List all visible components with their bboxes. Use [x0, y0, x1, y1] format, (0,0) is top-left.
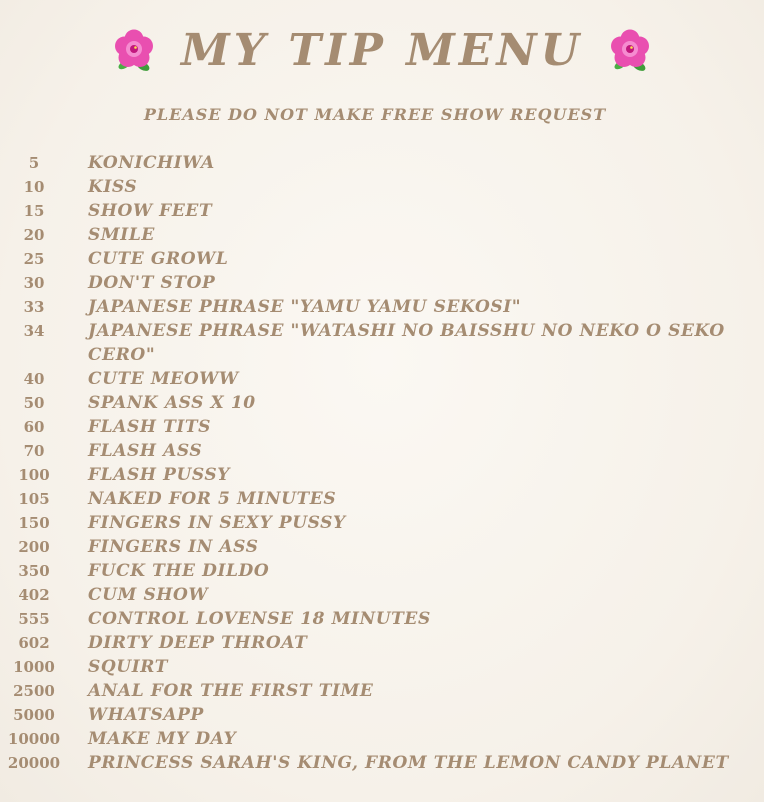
list-item: [0, 511, 764, 535]
tip-item-label: PRINCESS SARAH'S KING, FROM THE LEMON CANDY PLANET: [88, 753, 729, 773]
list-item: [0, 439, 764, 463]
list-item: [0, 199, 764, 223]
tip-amount: 20: [23, 226, 45, 244]
list-item: [0, 463, 764, 487]
list-item: [0, 559, 764, 583]
list-item: [0, 535, 764, 559]
tip-item-label: WHATSAPP: [88, 705, 204, 725]
tip-amount: 150: [18, 514, 50, 532]
tip-amount: 33: [23, 298, 45, 316]
tip-menu-list: [0, 151, 764, 775]
tip-item-label: KONICHIWA: [88, 153, 215, 173]
tip-item-label: FLASH TITS: [88, 417, 211, 437]
tip-amount: 602: [18, 634, 50, 652]
list-item: [0, 583, 764, 607]
subtitle: PLEASE DO NOT MAKE FREE SHOW REQUEST: [143, 105, 607, 124]
tip-item-label: JAPANESE PHRASE "WATASHI NO BAISSHU NO NEKO O SEKO CERO": [88, 321, 725, 365]
list-item: [0, 223, 764, 247]
tip-amount: 2500: [13, 682, 55, 700]
tip-amount: 10: [23, 178, 45, 196]
tip-amount: 20000: [7, 754, 61, 772]
list-item: [0, 247, 764, 271]
tip-amount: 70: [23, 442, 45, 460]
list-item: [0, 655, 764, 679]
list-item: [0, 151, 764, 175]
tip-item-label: FLASH PUSSY: [88, 465, 230, 485]
tip-item-label: CUTE MEOWW: [88, 369, 239, 389]
list-item: [0, 175, 764, 199]
tip-item-label: CONTROL LOVENSE 18 MINUTES: [88, 609, 431, 629]
tip-item-label: MAKE MY DAY: [88, 729, 237, 749]
list-item: [0, 727, 764, 751]
tip-item-label: SQUIRT: [88, 657, 168, 677]
tip-item-label: KISS: [88, 177, 138, 197]
tip-amount: 100: [18, 466, 50, 484]
tip-amount: 30: [23, 274, 45, 292]
list-item: [0, 679, 764, 703]
tip-item-label: SPANK ASS X 10: [88, 393, 256, 413]
list-item: [0, 487, 764, 511]
tip-item-label: NAKED FOR 5 MINUTES: [88, 489, 337, 509]
tip-amount: 10000: [7, 730, 61, 748]
tip-item-label: DON'T STOP: [88, 273, 216, 293]
tip-item-label: CUM SHOW: [88, 585, 209, 605]
tip-amount: 40: [23, 370, 45, 388]
header: [0, 22, 764, 78]
tip-item-label: ANAL FOR THE FIRST TIME: [88, 681, 374, 701]
tip-amount: 34: [23, 322, 45, 340]
tip-amount: 350: [18, 562, 50, 580]
list-item: [0, 391, 764, 415]
tip-amount: 15: [23, 202, 45, 220]
tip-amount: 5000: [13, 706, 55, 724]
tip-item-label: FUCK THE DILDO: [88, 561, 270, 581]
tip-item-label: CUTE GROWL: [88, 249, 229, 269]
list-item: [0, 631, 764, 655]
tip-item-label: JAPANESE PHRASE "YAMU YAMU SEKOSI": [88, 297, 522, 317]
tip-item-label: FINGERS IN ASS: [88, 537, 259, 557]
tip-amount: 5: [28, 154, 40, 172]
list-item: [0, 319, 764, 367]
hibiscus-flower-icon: [109, 25, 159, 75]
tip-amount: 402: [18, 586, 50, 604]
tip-amount: 60: [23, 418, 45, 436]
tip-amount: 105: [18, 490, 50, 508]
tip-amount: 50: [23, 394, 45, 412]
tip-amount: 1000: [13, 658, 55, 676]
tip-amount: 555: [18, 610, 50, 628]
tip-item-label: SMILE: [88, 225, 155, 245]
tip-item-label: DIRTY DEEP THROAT: [88, 633, 308, 653]
list-item: [0, 751, 764, 775]
list-item: [0, 295, 764, 319]
tip-amount: 25: [23, 250, 45, 268]
list-item: [0, 271, 764, 295]
page-title: MY TIP MENU: [181, 24, 583, 76]
list-item: [0, 607, 764, 631]
tip-item-label: FINGERS IN SEXY PUSSY: [88, 513, 346, 533]
tip-item-label: FLASH ASS: [88, 441, 203, 461]
tip-item-label: SHOW FEET: [88, 201, 213, 221]
list-item: [0, 367, 764, 391]
hibiscus-flower-icon: [605, 25, 655, 75]
list-item: [0, 415, 764, 439]
list-item: [0, 703, 764, 727]
tip-amount: 200: [18, 538, 50, 556]
